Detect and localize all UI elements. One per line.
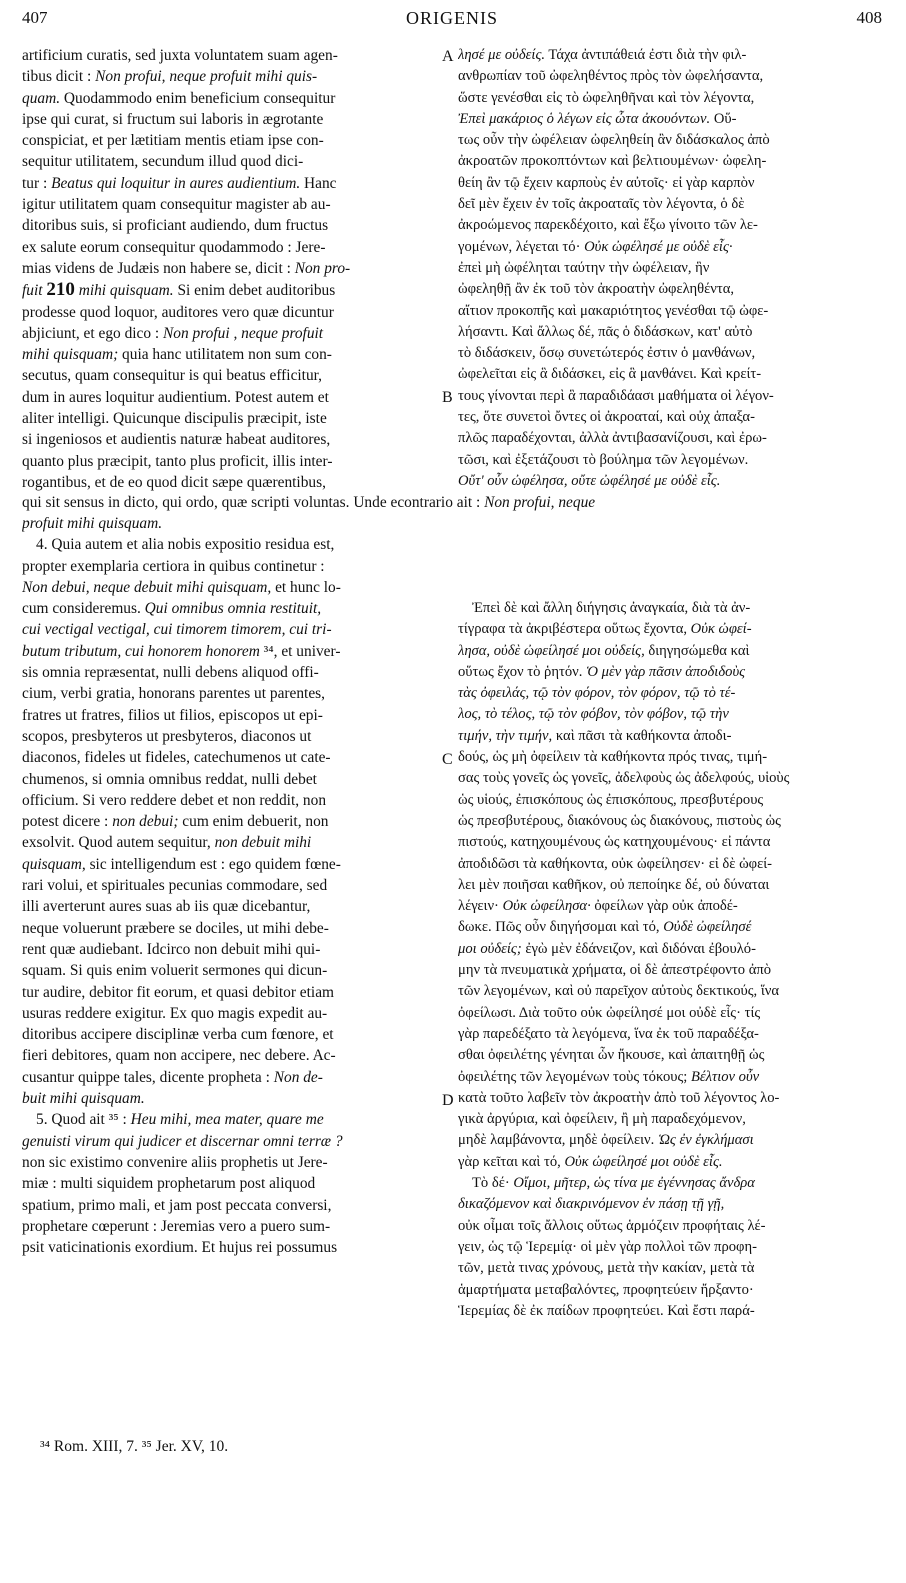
text-line: λέγειν· Οὐκ ὠφείλησα· ὀφείλων γὰρ οὐκ ἀποδέ- (458, 898, 738, 915)
text-line: profuit mihi quisquam. (22, 515, 163, 532)
text-line: butum tributum, cui honorem honorem ³⁴, et univer- (22, 642, 341, 660)
text-line: ανθρωπίαν τοῦ ὠφεληθέντος πρὸς τὸν ὠφελήσαντα, (458, 68, 764, 85)
text-line: δωκε. Πῶς οὖν διηγήσομαι καὶ τό, Οὐδὲ ὠφείλησέ (458, 919, 752, 936)
text-line: genuisti virum qui judicer et discernar omni terræ ? (22, 1132, 343, 1150)
text-line: non sic existimo convenire aliis prophetis ut Jere- (22, 1153, 328, 1171)
text-line: πιστούς, κατηχουμένους ὡς κατηχουμένους· εἰ πάντα (458, 834, 771, 851)
text-line: ὠφελεῖται εἰς ἃ διδάσκει, εἰς ἃ μανθάνει. Καὶ κρείτ- (458, 366, 762, 383)
text-line: si ingeniosos et audientis naturæ habeat auditores, (22, 431, 331, 449)
margin-letter-a: A (442, 48, 454, 65)
text-line: propter exemplaria certiora in quibus continetur : (22, 557, 325, 575)
text-line: tibus dicit : Non profui, neque profuit mihi quis- (22, 68, 318, 86)
text-line: τως οὖν τὴν ὠφέλειαν ὠφεληθείη ἂν διδάσκαλος ἀπὸ (458, 132, 770, 149)
text-line: ἀκροώμενος παρεκδέχοιτο, καὶ ἔξω γίνοιτο τῶν λε- (458, 217, 758, 234)
text-line: τῶν λεγομένων, καὶ οὐ παρεῖχον αὐτοὺς δεκτικούς, ἵνα (458, 983, 780, 1000)
text-line: conspiciat, et per lætitiam mentis etiam ipse con- (22, 132, 324, 150)
text-line: miæ : multi siquidem prophetarum post aliquod (22, 1175, 316, 1193)
text-line: ἁμαρτήματα μεταβαλόντες, προφητεύειν ἤρξαντο· (458, 1281, 754, 1298)
text-line: spatium, primo mali, et jam post peccata conversi, (22, 1196, 332, 1214)
margin-letter-b: B (442, 389, 453, 406)
greek-column-bottom (458, 598, 884, 1322)
spanning-line: qui sit sensus in dicto, qui ordo, quæ scripti voluntas. Unde econtrario ait : Non profui, neque (22, 494, 596, 511)
text-line: σας τοὺς γονεῖς ὡς γονεῖς, ἀδελφοὺς ὡς ἀδελφούς, υἱοὺς (458, 770, 790, 787)
text-line: cum consideremus. Qui omnibus omnia restituit, (22, 600, 322, 618)
text-line: γὰρ κεῖται καὶ τό, Οὐκ ὠφείλησέ μοι οὐδὲ εἷς. (458, 1153, 723, 1170)
text-line: ἐπεὶ μὴ ὠφέληται ταύτην τὴν ὠφέλειαν, ἣν (458, 259, 710, 276)
text-line: tur audire, debitor fit eorum, et quasi debitor etiam (22, 983, 334, 1001)
text-line: ὡς υἱούς, ἐπισκόπους ὡς ἐπισκόπους, πρεσβυτέρους (458, 791, 764, 808)
text-line: Ἱερεμίας δὲ ἐκ παίδων προφητεύει. Καὶ ἔστι παρά- (458, 1302, 755, 1319)
text-line: τίγραφα τὰ ἀκριβέστερα οὕτως ἔχοντα, Οὐκ ὠφεί- (458, 621, 752, 638)
text-line: quam. Quodammodo enim beneficium consequitur (22, 89, 336, 107)
text-line: μοι οὐδείς; ἐγὼ μὲν ἐδάνειζον, καὶ διδόναι ἐβουλό- (458, 940, 756, 957)
text-line: quisquam, sic intelligendum est : ego quidem fœne- (22, 855, 341, 873)
text-line: ὥστε γενέσθαι εἰς τὸ ὠφεληθῆναι καὶ τὸν λέγοντα, (458, 89, 755, 106)
text-line: prodesse quod loquor, auditores vero quæ dicuntur (22, 303, 334, 321)
text-line: Ἐπεὶ μακάριος ὁ λέγων εἰς ὦτα ἀκουόντων. Οὕ- (458, 110, 737, 127)
running-header (22, 8, 882, 34)
text-line: aliter intelligi. Quicunque discipulis præcipit, iste (22, 410, 327, 428)
text-line: ipse qui curat, si fructum sui laboris in ægrotante (22, 110, 324, 128)
text-line: illi averterunt aures suas ab iis quæ dicebantur, (22, 898, 311, 916)
text-line: ditoribus accipere disciplinæ verba cum fœnore, et (22, 1026, 334, 1044)
margin-letter-d: D (442, 1092, 454, 1109)
text-line: γὰρ παρεδέξατο τὰ λεγόμενα, ἵνα ἐκ τοῦ παραδέξα- (458, 1025, 759, 1042)
text-line: mias videns de Judæis non habere se, dicit : Non pro- (22, 259, 351, 277)
text-line: mihi quisquam; quia hanc utilitatem non sum con- (22, 346, 332, 364)
text-line: κατὰ τοῦτο λαβεῖν τὸν ἀκροατὴν ἀπὸ τοῦ λέγοντος λο- (458, 1089, 780, 1106)
text-line: ὠφεληθῇ ἂν ἐκ τοῦ τὸν ἀκροατὴν ὠφεληθέντα, (458, 281, 735, 298)
text-line: dum in aures loquitur audientium. Potest autem et (22, 388, 329, 406)
text-line: rari volui, et spirituales pecunias commodare, sed (22, 877, 328, 895)
text-line: quanto plus præcipit, tanto plus proficit, illis inter- (22, 452, 333, 470)
text-line: artificium curatis, sed juxta voluntatem suam agen- (22, 47, 338, 64)
text-line: rogantibus, et de eo quod dicit sæpe quærentibus, (22, 473, 326, 491)
text-line: Οὔτ' οὖν ὠφέλησα, οὔτε ὠφέλησέ με οὐδὲ εἷς. (458, 472, 721, 489)
text-line: psit vaticinationis exordium. Et hujus rei possumus (22, 1239, 338, 1257)
text-line: σθαι ὀφειλέτης γένηται ὧν ἤκουσε, καὶ ἀπαιτηθῇ ὡς (458, 1047, 765, 1064)
text-line: usuras reddere exigitur. Ex quo magis expedit au- (22, 1004, 328, 1022)
right-page-number: 408 (856, 8, 882, 27)
text-line: cui vectigal vectigal, cui timorem timorem, cui tri- (22, 621, 332, 639)
text-line: ἀκροατῶν προκοπτόντων καὶ βελτιουμένων· ὠφελη- (458, 153, 767, 170)
paragraph-start: 5. Quod ait ³⁵ : Heu mihi, mea mater, quare me (36, 1111, 324, 1129)
text-line: igitur utilitatem quam consequitur magister ab au- (22, 196, 331, 214)
text-line: officium. Si vero reddere debet et non reddit, non (22, 791, 327, 809)
text-line: λήσαντι. Καὶ ἄλλως δέ, πᾶς ὁ διδάσκων, κατ' αὐτὸ (458, 323, 753, 340)
text-line: rent quæ audiebant. Idcirco non debuit mihi qui- (22, 940, 321, 958)
footnote: ³⁴ Rom. XIII, 7. ³⁵ Jer. XV, 10. (40, 1438, 229, 1455)
text-line: fieri debitores, quam non accipere, nec debere. Ac- (22, 1047, 336, 1065)
text-line: τῶσι, καὶ ἐξετάζουσι τὸ βούλημα τῶν λεγομένων. (458, 451, 749, 468)
text-line: ὀφείλωσι. Διὰ τοῦτο οὐκ ὠφείλησέ μοι οὐδὲ εἷς· τίς (458, 1004, 761, 1021)
running-title: ORIGENIS (406, 8, 498, 28)
text-line: squam. Si quis enim voluerit sermones qui dicun- (22, 962, 328, 980)
text-line: τους γίνονται περὶ ἃ παραδιδάασι μαθήματα οἱ λέγον- (458, 387, 774, 404)
text-line: θείη ἂν τῷ ἔχειν καρποὺς ἐν αὐτοῖς· εἰ γὰρ καρπὸν (458, 174, 755, 191)
text-line: οὐκ οἶμαι τοῖς ἄλλοις οὕτως ἁρμόζειν προφήταις λέ- (458, 1217, 766, 1234)
text-line: αἴτιον προκοπῆς καὶ μακαριότητος γενέσθαι τῷ ὠφε- (458, 302, 769, 319)
text-line: γομένων, λέγεται τό· Οὐκ ὠφέλησέ με οὐδὲ εἷς· (458, 238, 733, 255)
text-line: ditoribus suis, si proficiant audiendo, dum fructus (22, 217, 329, 235)
text-line: potest dicere : non debui; cum enim debuerit, non (22, 813, 329, 831)
text-line: γειν, ὡς τῷ Ἱερεμίᾳ· οἱ μὲν γὰρ πολλοὶ τῶν προφη- (458, 1238, 757, 1255)
text-line: λος, τὸ τέλος, τῷ τὸν φόβον, τὸν φόβον, τῷ τὴν (458, 706, 729, 723)
text-line: chumenos, si omnia omnibus reddat, nulli debet (22, 770, 317, 788)
text-line: λει μὲν ποιῆσαι καθῆκον, οὐ πεποίηκε δέ, οὐ δύναται (458, 876, 770, 893)
left-page-number: 407 (22, 8, 48, 27)
text-line: Non debui, neque debuit mihi quisquam, et hunc lo- (22, 578, 341, 596)
text-line: τες, ὅτε συνετοὶ ὄντες οἱ ἀκροαταί, καὶ οὐχ ἁπαξα- (458, 409, 755, 426)
text-line: τὸ διδάσκειν, ὅσῳ συνετώτερός ἐστιν ὁ μανθάνων, (458, 345, 756, 362)
text-line: abjiciunt, et ego dico : Non profui , neque profuit (22, 324, 324, 342)
text-line: τῶν, μετὰ τινας χρόνους, μετὰ τὴν κακίαν, μετὰ τὰ (458, 1260, 755, 1277)
text-line: cium, verbi gratia, honorans parentes ut parentes, (22, 685, 326, 703)
text-line: sis omnia repræsentat, nulli debens aliquod offi- (22, 664, 319, 682)
text-line: ὀφειλέτης τῶν λεγομένων τοὺς τόκους; Βέλτιον οὖν (458, 1068, 760, 1085)
text-line: prophetare cœperunt : Jeremias vero a puero sum- (22, 1217, 331, 1235)
text-line: ex salute eorum consequitur quodammodo : Jere- (22, 238, 326, 256)
text-line: fratres ut fratres, filios ut filios, episcopos ut epi- (22, 706, 323, 724)
margin-letter-c: C (442, 751, 453, 768)
text-line: scopos, presbyteros ut presbyteros, diaconos ut (22, 727, 312, 745)
text-line: δικαζόμενον καὶ διακρινόμενον ἐν πάσῃ τῇ γῇ, (458, 1196, 725, 1213)
text-line: sequitur utilitatem, secundum illud quod dici- (22, 153, 304, 171)
text-line: fuit 210 mihi quisquam. Si enim debet auditoribus (22, 279, 336, 301)
text-line: δούς, ὡς μὴ ὀφείλειν τὰ καθήκοντα πρός τινας, τιμή- (458, 749, 768, 766)
paragraph-start: Ἐπεὶ δὲ καὶ ἄλλη διήγησις ἀναγκαία, διὰ τὰ ἀν- (472, 600, 751, 616)
text-line: ὡς πρεσβυτέρους, διακόνους ὡς διακόνους, πιστοὺς ὡς (458, 812, 781, 829)
text-line: τιμήν, τὴν τιμήν, καὶ πᾶσι τὰ καθήκοντα ἀποδι- (458, 727, 732, 744)
paragraph-start: Τὸ δέ· Οἴμοι, μῆτερ, ὡς τίνα με ἐγέννησας ἄνδρα (472, 1175, 755, 1192)
text-line: τὰς ὀφειλάς, τῷ τὸν φόρον, τὸν φόρον, τῷ τὸ τέ- (458, 685, 736, 702)
column-number: 210 (46, 279, 75, 301)
text-line: secutus, quam consequitur is qui beatus efficitur, (22, 367, 323, 385)
text-line: λησέ με οὐδείς. Τάχα ἀντιπάθειά ἐστι διὰ τὴν φιλ- (458, 47, 747, 63)
text-line: buit mihi quisquam. (22, 1090, 145, 1108)
latin-column-top (22, 45, 438, 493)
text-line: exsolvit. Quod autem sequitur, non debuit mihi (22, 834, 312, 852)
text-line: diaconos, fideles ut fideles, catechumenos ut cate- (22, 749, 331, 767)
text-line: πλῶς παραδέχονται, ἀλλὰ ἀντιβασανίζουσι, καὶ ἐρω- (458, 430, 767, 447)
text-line: δεῖ μὲν ἔχειν ἐν τοῖς ἀκροαταῖς τὸν λέγοντα, ὁ δὲ (458, 196, 745, 213)
text-line: μηδὲ λαμβάνοντα, μηδὲ ὀφείλειν. Ὡς ἐν ἐγκλήμασι (458, 1132, 754, 1149)
text-line: οὕτως ἔχον τὸ ῥητόν. Ὁ μὲν γὰρ πᾶσιν ἀποδιδοὺς (458, 663, 746, 680)
latin-column-bottom (22, 513, 438, 1258)
text-line: λησα, οὐδὲ ὠφείλησέ μοι οὐδείς, διηγησώμεθα καὶ (458, 642, 750, 659)
text-line: tur : Beatus qui loquitur in aures audientium. Hanc (22, 174, 337, 192)
text-line: ἀποδιδῶσι τὰ καθήκοντα, οὐκ ὠφείλησεν· εἰ δὲ ὠφεί- (458, 855, 773, 872)
text-line: cusantur quippe tales, dicente propheta : Non de- (22, 1068, 323, 1086)
text-line: neque voluerunt præbere se dociles, ut mihi debe- (22, 919, 329, 937)
text-line: γικὰ ἀργύρια, καὶ ὀφείλειν, ἢ μὴ παραδεχόμενον, (458, 1111, 746, 1128)
greek-column-top (458, 45, 884, 492)
paragraph-start: 4. Quia autem et alia nobis expositio residua est, (36, 536, 335, 554)
text-line: μην τὰ πνευματικὰ χρήματα, οἱ δὲ ἀπεστρέφοντο ἀπὸ (458, 962, 772, 979)
